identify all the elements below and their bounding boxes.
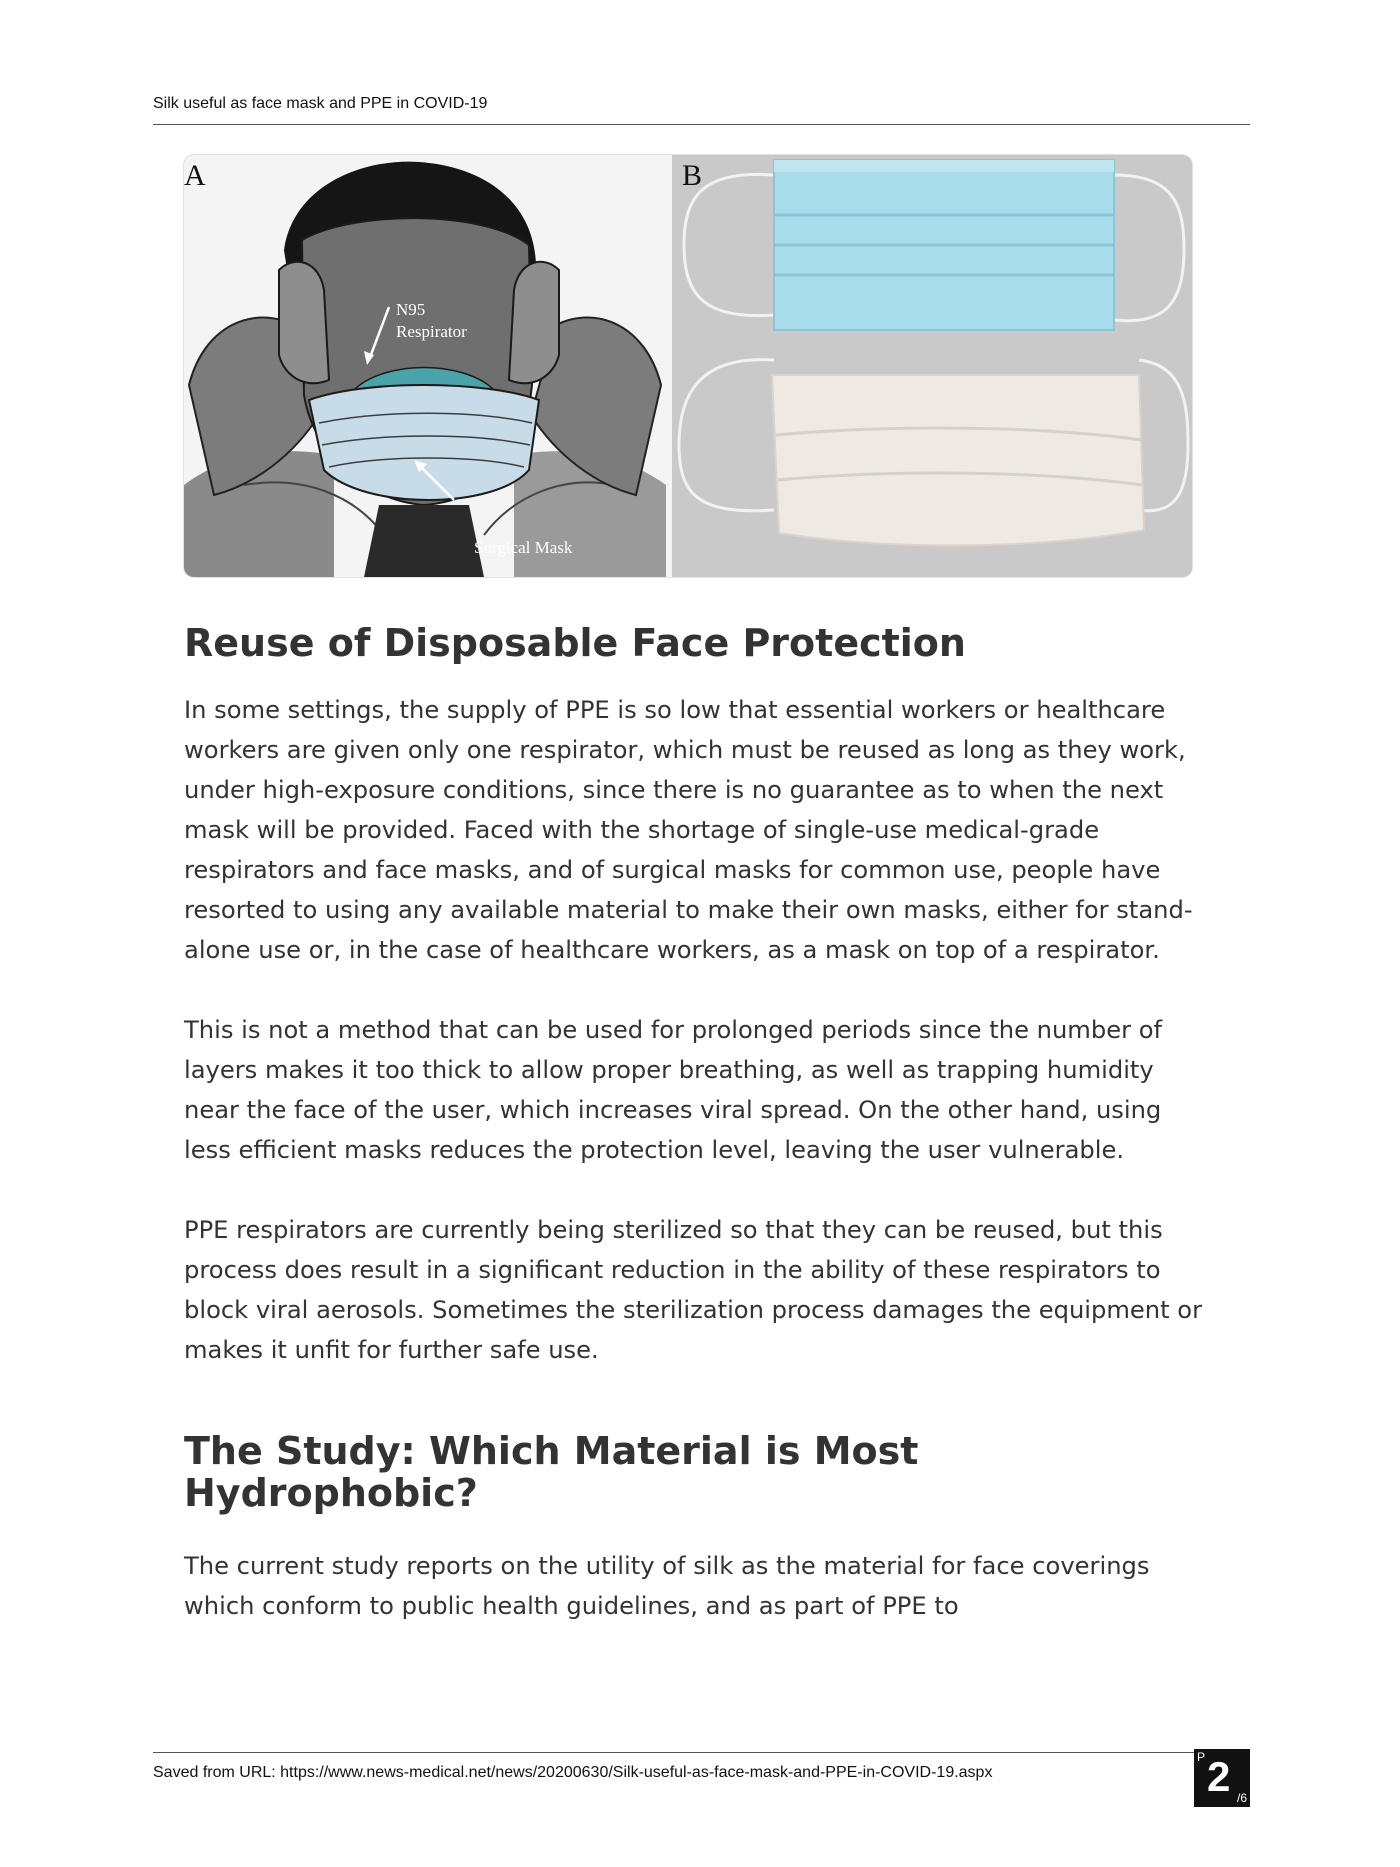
panel-a-letter: A <box>184 159 206 192</box>
silk-mask-photo <box>772 375 1144 545</box>
section-heading-reuse: Reuse of Disposable Face Protection <box>184 621 966 665</box>
panel-a-illustration <box>184 155 666 577</box>
header-divider <box>153 124 1250 125</box>
footer-divider <box>153 1752 1200 1753</box>
article-body <box>184 622 1204 1626</box>
page-number-badge <box>1194 1749 1250 1807</box>
paragraph-sterilization: PPE respirators are currently being sterilized so that they can be reused, but this process does result in a significant reduction in the ability of these respirators to block viral aerosols. Sometimes the sterilization process damages the equipment or makes it unfit for further safe use. <box>184 1216 1203 1364</box>
paragraph-layers: This is not a method that can be used for prolonged periods since the number of layers makes it too thick to allow proper breathing, as well as trapping humidity near the face of the user, which increases viral spread. On the other hand, using less efficient masks reduces the protection level, leaving the user vulnerable. <box>184 1016 1163 1164</box>
surgical-mask-label: Surgical Mask <box>474 538 573 557</box>
running-header: Silk useful as face mask and PPE in COVID-19 <box>153 95 488 112</box>
panel-b-letter: B <box>682 159 703 192</box>
page-number: 2 <box>1207 1753 1231 1800</box>
section-heading-study: The Study: Which Material is Most Hydrophobic? <box>184 1429 919 1515</box>
paragraph-current-study: The current study reports on the utility of silk as the material for face coverings which conform to public health guidelines, and as part of PPE to <box>184 1552 1150 1620</box>
n95-label-line2: Respirator <box>396 322 467 341</box>
page-total: /6 <box>1236 1791 1247 1805</box>
paragraph-ppe-supply: In some settings, the supply of PPE is so low that essential workers or healthcare workers are given only one respirator, which must be reused as long as they work, under high-exposure conditions, since there is no guarantee as to when the next mask will be provided. Faced with the shortage of single-use medical-grade respirators and face masks, and of surgical masks for common use, people have resorted to using any available material to make their own masks, either for stand-alone use or, in the case of healthcare workers, as a mask on top of a respirator. <box>184 696 1193 964</box>
page-letter: P <box>1197 1750 1206 1764</box>
saved-from-url: Saved from URL: https://www.news-medical.net/news/20200630/Silk-useful-as-face-mask-and-PPE-in-COVID-19.aspx <box>153 1764 993 1781</box>
panel-b-photo <box>666 155 1192 577</box>
n95-label-line1: N95 <box>396 300 426 319</box>
mask-figure <box>184 155 1192 577</box>
